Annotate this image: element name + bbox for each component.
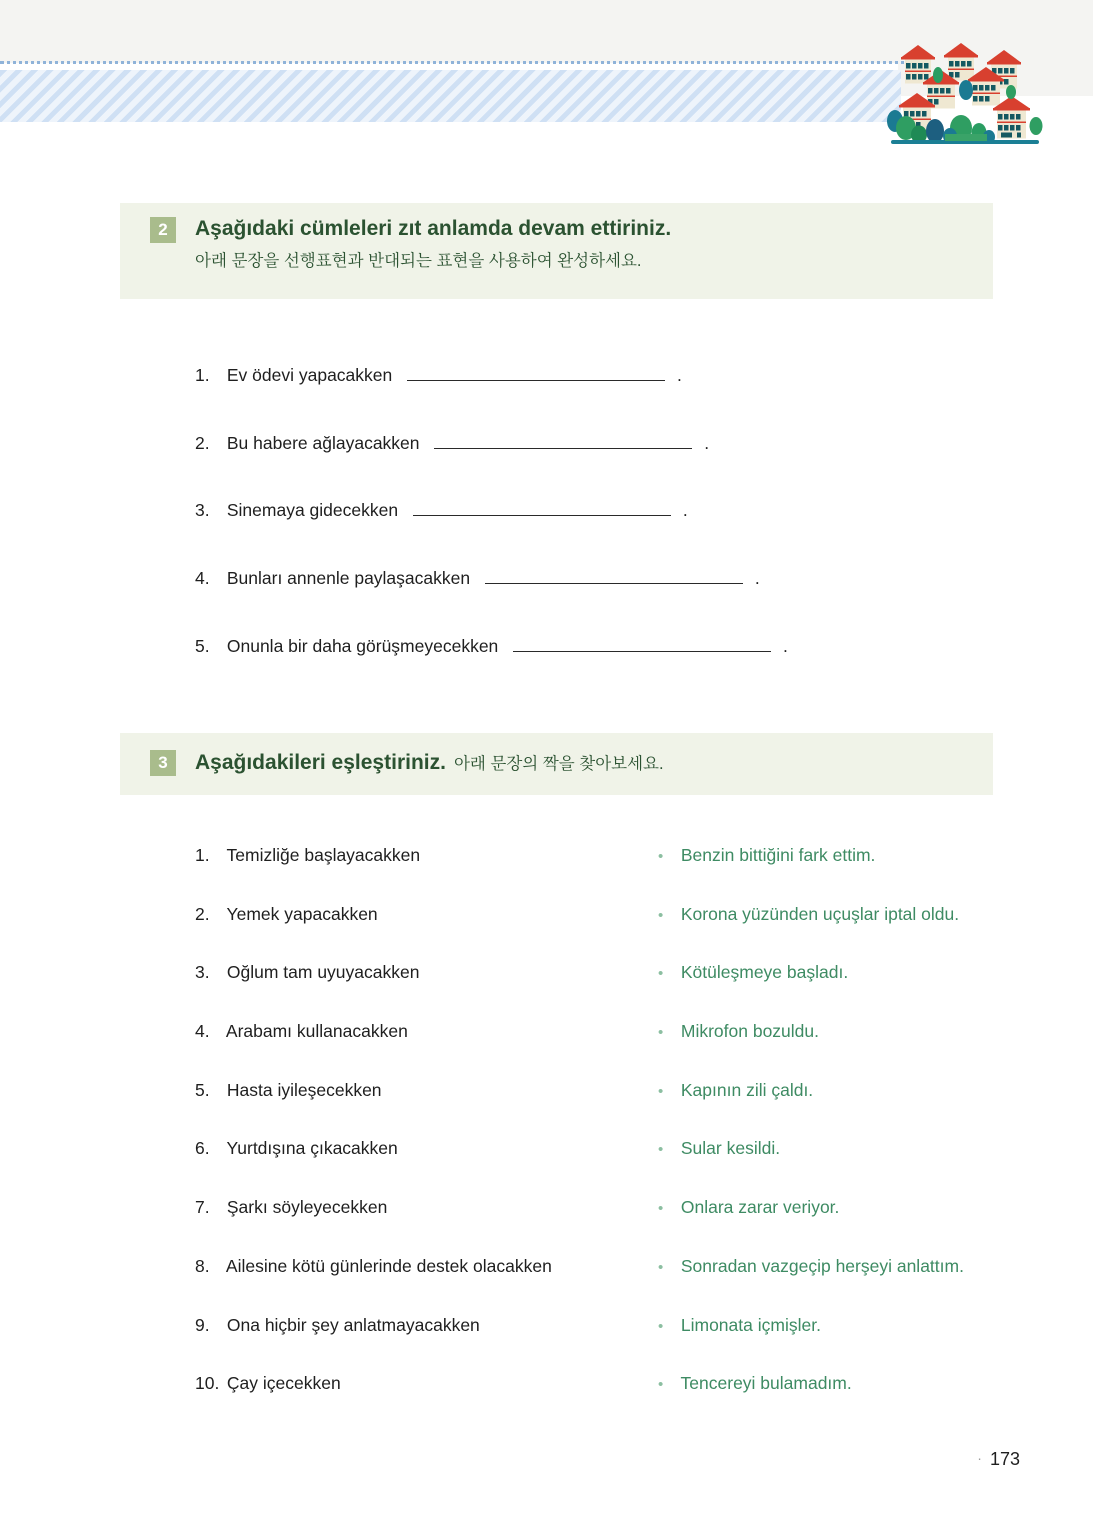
item-text: Kötüleşmeye başladı.	[680, 962, 849, 983]
item-text: Mikrofon bozuldu.	[680, 1021, 820, 1042]
dotted-divider-line	[0, 61, 912, 64]
page-number-dot: ·	[977, 1450, 982, 1466]
item-text: Yurtdışına çıkacakken	[226, 1138, 398, 1159]
item-number: 5.	[195, 635, 210, 656]
item-text: Bunları annenle paylaşacakken	[226, 568, 471, 589]
bullet-icon: •	[658, 1317, 664, 1335]
matching-left-item	[195, 902, 645, 961]
item-period: .	[754, 568, 760, 589]
item-text: Korona yüzünden uçuşlar iptal oldu.	[680, 903, 960, 924]
item-period: .	[704, 432, 710, 453]
item-text: Bu habere ağlayacakken	[226, 432, 420, 453]
item-number: 4.	[195, 568, 210, 589]
item-number: 2.	[195, 903, 210, 924]
matching-left-item	[195, 1195, 645, 1254]
matching-right-item	[658, 1254, 1078, 1313]
fill-in-item	[195, 634, 995, 702]
item-text: Benzin bittiğini fark ettim.	[680, 845, 876, 865]
matching-right-item	[658, 1195, 1078, 1254]
section-3-subtitle-korean: 아래 문장의 짝을 찾아보세요.	[453, 755, 664, 773]
item-number: 1.	[195, 365, 210, 385]
page-number-value: 173	[989, 1449, 1020, 1469]
item-text: Yemek yapacakken	[226, 903, 378, 924]
matching-left-item	[195, 1019, 645, 1078]
item-number: 5.	[195, 1079, 210, 1100]
houses-illustration	[886, 42, 1048, 152]
item-text: Limonata içmişler.	[680, 1314, 821, 1335]
item-text: Temizliğe başlayacakken	[226, 845, 421, 865]
blue-striped-band	[0, 70, 901, 122]
matching-left-item	[195, 1136, 645, 1195]
item-text: Arabamı kullanacakken	[225, 1021, 408, 1042]
item-text: Onlara zarar veriyor.	[680, 1197, 840, 1218]
bullet-icon: •	[658, 1141, 664, 1159]
item-text: Ev ödevi yapacakken	[226, 365, 393, 385]
matching-right-item	[658, 1136, 1078, 1195]
matching-left-item	[195, 1371, 645, 1430]
fill-in-item	[195, 566, 995, 634]
bullet-icon: •	[658, 1258, 664, 1276]
answer-blank	[513, 636, 771, 652]
item-number: 8.	[195, 1255, 210, 1276]
fill-in-item	[195, 498, 995, 566]
item-number: 3.	[195, 962, 210, 983]
item-number: 10.	[195, 1373, 220, 1394]
matching-right-item	[658, 1313, 1078, 1372]
bullet-icon: •	[658, 1082, 664, 1100]
matching-right-item	[658, 1371, 1078, 1430]
matching-right-item	[658, 902, 1078, 961]
item-text: Ailesine kötü günlerinde destek olacakken	[225, 1255, 552, 1276]
section-2-header	[120, 203, 993, 299]
item-text: Hasta iyileşecekken	[226, 1079, 382, 1100]
item-number: 9.	[195, 1314, 210, 1335]
matching-right-item	[658, 1078, 1078, 1137]
item-text: Tencereyi bulamadım.	[680, 1373, 852, 1394]
matching-right-item	[658, 1019, 1078, 1078]
section-3-header	[120, 733, 993, 795]
answer-blank	[434, 433, 692, 449]
page-number	[977, 1447, 1020, 1470]
bullet-icon: •	[658, 965, 664, 983]
item-number: 3.	[195, 500, 210, 521]
item-period: .	[783, 635, 788, 656]
fill-in-item	[195, 363, 995, 431]
item-text: Şarkı söyleyecekken	[226, 1197, 388, 1218]
matching-left-item	[195, 1313, 645, 1372]
item-number: 2.	[195, 432, 210, 453]
section-3-title	[195, 750, 664, 777]
section-2-subtitle-korean: 아래 문장을 선행표현과 반대되는 표현을 사용하여 완성하세요.	[195, 252, 642, 270]
section-2-title: Aşağıdaki cümleleri zıt anlamda devam ettiriniz.	[195, 217, 672, 240]
matching-right-item	[658, 960, 1078, 1019]
item-text: Onunla bir daha görüşmeyecekken	[226, 635, 499, 656]
matching-right-column	[658, 843, 1078, 1430]
item-text: Ona hiçbir şey anlatmayacakken	[226, 1314, 480, 1335]
item-text: Oğlum tam uyuyacakken	[226, 962, 420, 983]
matching-left-column	[195, 843, 645, 1430]
item-text: Sular kesildi.	[680, 1138, 781, 1159]
matching-left-item	[195, 843, 645, 902]
item-text: Kapının zili çaldı.	[680, 1079, 814, 1100]
item-text: Çay içecekken	[226, 1373, 341, 1394]
section-3-title-turkish: Aşağıdakileri eşleştiriniz.	[195, 751, 446, 774]
bullet-icon: •	[658, 1200, 664, 1218]
fill-in-list	[195, 363, 995, 701]
answer-blank	[407, 365, 665, 381]
house-back-middle	[944, 43, 978, 81]
fill-in-item	[195, 431, 995, 499]
matching-left-item	[195, 960, 645, 1019]
matching-left-item	[195, 1254, 645, 1313]
matching-left-item	[195, 1078, 645, 1137]
bullet-icon: •	[658, 1376, 664, 1394]
item-number: 7.	[195, 1197, 210, 1218]
item-period: .	[682, 500, 688, 521]
bullet-icon: •	[658, 1024, 664, 1042]
item-number: 6.	[195, 1138, 210, 1159]
bullet-icon: •	[658, 906, 664, 924]
item-text: Sonradan vazgeçip herşeyi anlattım.	[680, 1255, 964, 1276]
item-text: Sinemaya gidecekken	[226, 500, 399, 521]
answer-blank	[485, 568, 743, 584]
section-2-badge: 2	[150, 217, 176, 243]
item-number: 4.	[195, 1021, 210, 1042]
bullet-icon: •	[658, 848, 664, 865]
section-3-badge: 3	[150, 750, 176, 776]
matching-right-item	[658, 843, 1078, 902]
item-number: 1.	[195, 845, 210, 865]
item-period: .	[677, 365, 682, 385]
answer-blank	[413, 500, 671, 516]
